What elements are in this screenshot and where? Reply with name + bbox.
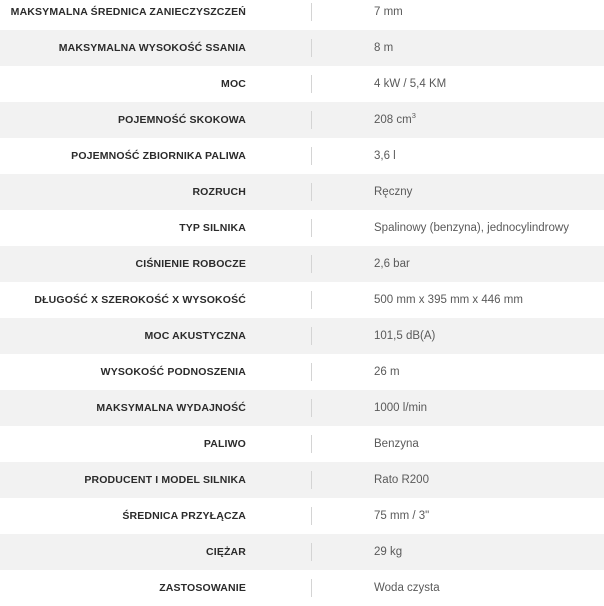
spec-value: 75 mm / 3" <box>374 510 430 522</box>
spec-row-engine-type <box>0 210 604 246</box>
column-divider <box>311 579 312 597</box>
column-divider <box>311 219 312 237</box>
spec-label: ROZRUCH <box>192 186 246 198</box>
spec-label: POJEMNOŚĆ SKOKOWA <box>118 114 246 126</box>
spec-row-max-flow <box>0 390 604 426</box>
spec-row-connection-diameter <box>0 498 604 534</box>
column-divider <box>311 327 312 345</box>
spec-value: Woda czysta <box>374 582 440 594</box>
spec-row-sound-power <box>0 318 604 354</box>
spec-label: POJEMNOŚĆ ZBIORNIKA PALIWA <box>71 150 246 162</box>
spec-label: CIĘŻAR <box>206 546 246 558</box>
spec-row-max-debris-diameter <box>0 0 604 30</box>
spec-label: PRODUCENT I MODEL SILNIKA <box>84 474 246 486</box>
spec-value-superscript: 3 <box>411 111 416 120</box>
spec-value: 3,6 l <box>374 150 396 162</box>
spec-label: ZASTOSOWANIE <box>159 582 246 594</box>
column-divider <box>311 147 312 165</box>
column-divider <box>311 39 312 57</box>
column-divider <box>311 363 312 381</box>
column-divider <box>311 75 312 93</box>
column-divider <box>311 183 312 201</box>
spec-label: MOC <box>221 78 246 90</box>
spec-label: PALIWO <box>203 438 246 450</box>
spec-row-weight <box>0 534 604 570</box>
column-divider <box>311 543 312 561</box>
spec-row-power <box>0 66 604 102</box>
spec-label: MOC AKUSTYCZNA <box>144 330 246 342</box>
spec-label: MAKSYMALNA ŚREDNICA ZANIECZYSZCZEŃ <box>10 6 246 18</box>
column-divider <box>311 3 312 21</box>
spec-value-text: 208 cm <box>374 114 412 126</box>
spec-value: 8 m <box>374 42 394 54</box>
spec-value: 500 mm x 395 mm x 446 mm <box>374 294 523 306</box>
spec-value: Ręczny <box>374 186 413 198</box>
spec-row-max-suction-height <box>0 30 604 66</box>
spec-value: 29 kg <box>374 546 403 558</box>
spec-value: Rato R200 <box>374 474 429 486</box>
spec-value <box>374 102 416 138</box>
spec-label: CIŚNIENIE ROBOCZE <box>135 258 246 270</box>
spec-row-fuel-tank-capacity <box>0 138 604 174</box>
spec-label: TYP SILNIKA <box>179 222 246 234</box>
column-divider <box>311 111 312 129</box>
spec-label: MAKSYMALNA WYDAJNOŚĆ <box>96 402 246 414</box>
spec-value: 1000 l/min <box>374 402 428 414</box>
spec-value: Spalinowy (benzyna), jednocylindrowy <box>374 222 569 234</box>
spec-value: 4 kW / 5,4 KM <box>374 78 447 90</box>
spec-row-dimensions <box>0 282 604 318</box>
column-divider <box>311 435 312 453</box>
spec-label: ŚREDNICA PRZYŁĄCZA <box>122 510 246 522</box>
spec-row-start-type <box>0 174 604 210</box>
column-divider <box>311 471 312 489</box>
column-divider <box>311 507 312 525</box>
spec-value: 7 mm <box>374 6 403 18</box>
spec-value: 26 m <box>374 366 400 378</box>
spec-value: 2,6 bar <box>374 258 410 270</box>
spec-label: WYSOKOŚĆ PODNOSZENIA <box>100 366 246 378</box>
spec-row-fuel <box>0 426 604 462</box>
spec-row-working-pressure <box>0 246 604 282</box>
spec-label: MAKSYMALNA WYSOKOŚĆ SSANIA <box>58 42 246 54</box>
spec-row-engine-model <box>0 462 604 498</box>
spec-row-displacement <box>0 102 604 138</box>
spec-row-lift-height <box>0 354 604 390</box>
column-divider <box>311 255 312 273</box>
spec-value: 101,5 dB(A) <box>374 330 436 342</box>
column-divider <box>311 291 312 309</box>
spec-row-application <box>0 570 604 606</box>
column-divider <box>311 399 312 417</box>
spec-value: Benzyna <box>374 438 419 450</box>
spec-label: DŁUGOŚĆ X SZEROKOŚĆ X WYSOKOŚĆ <box>34 294 246 306</box>
